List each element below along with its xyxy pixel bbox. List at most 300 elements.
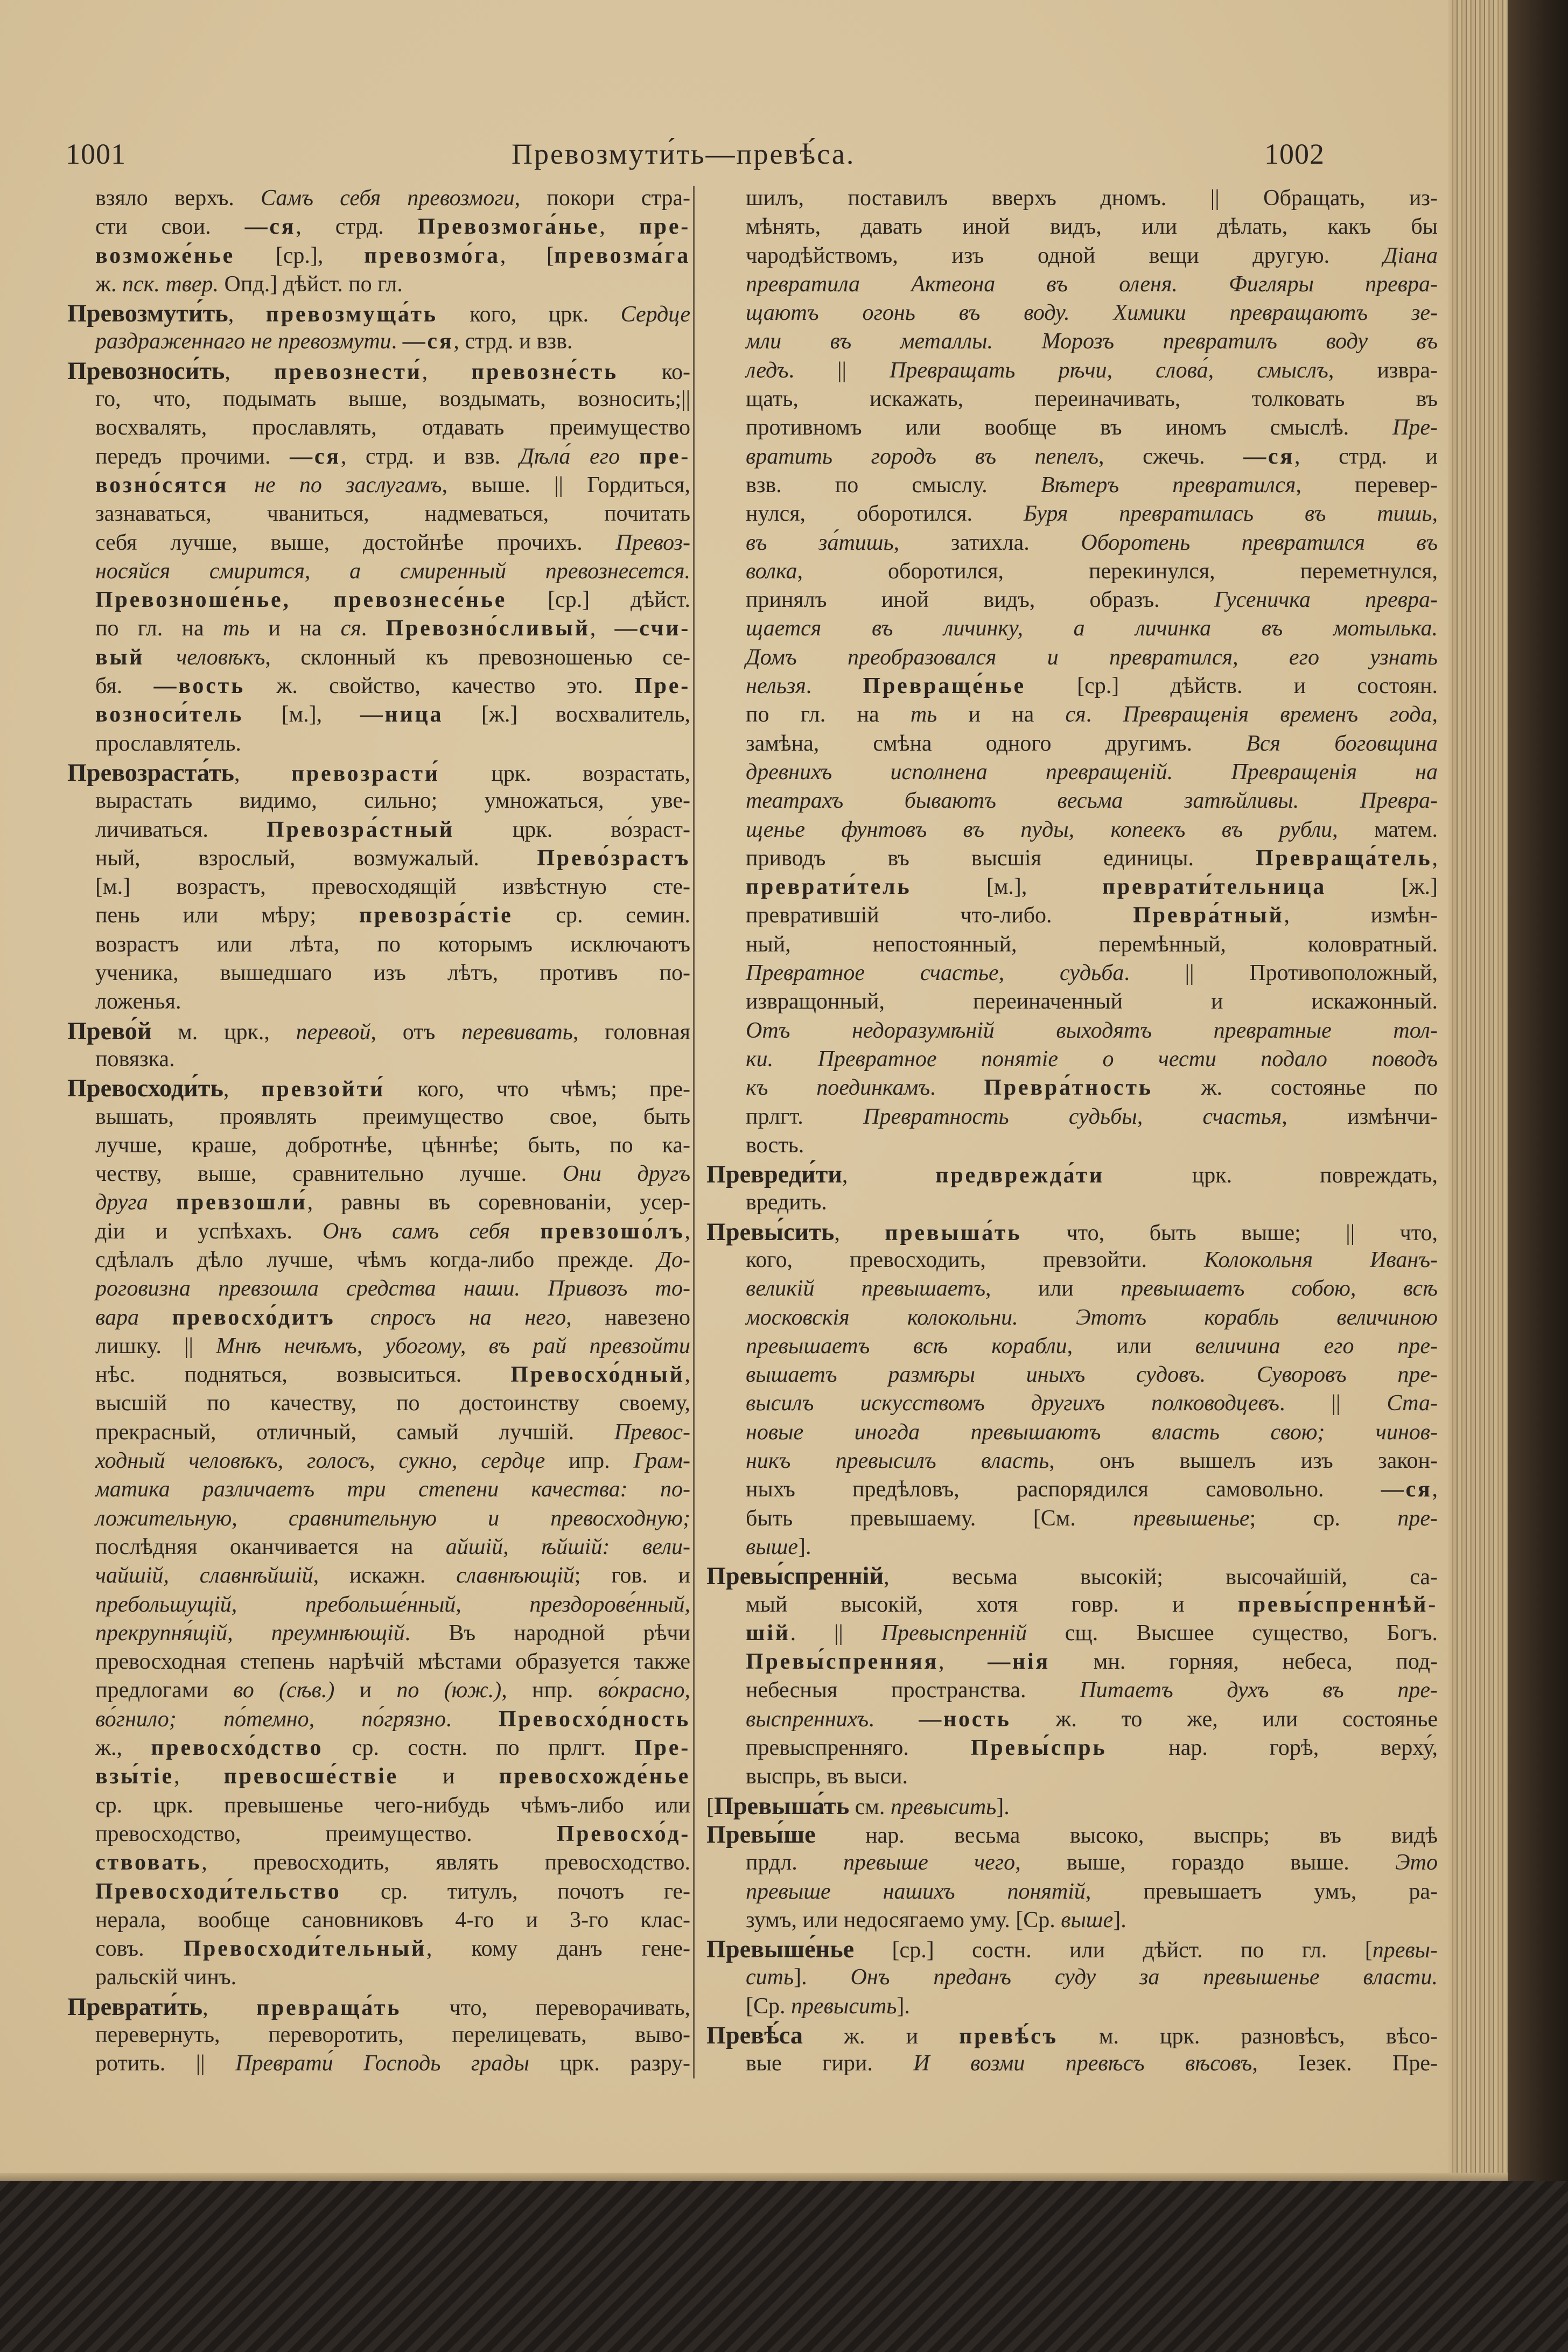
text: сдѣлалъ дѣло лучше, чѣмъ когда-либо прежде. (95, 1247, 657, 1272)
text-line (67, 1533, 690, 1562)
text: ко- (618, 359, 690, 384)
italic-example: Гусеничка превра- (1214, 587, 1438, 613)
text: ; ср. (1249, 1506, 1398, 1531)
text: прекрасный, отличный, самый лучшій. (95, 1419, 614, 1445)
headword: Прево́й (67, 1017, 152, 1045)
text-line (67, 1734, 690, 1762)
text: извращонный, переиначенный и искажонный. (746, 989, 1438, 1014)
text: мѣнять, давать иной видъ, или дѣлать, какъ бы (746, 214, 1438, 240)
bold-form: Пре- (634, 674, 690, 699)
italic-example: друга (95, 1190, 176, 1215)
text-line (67, 1906, 690, 1935)
italic-example: древнихъ исполнена превращеній. Превращенія на (746, 759, 1438, 785)
text: передъ прочими. (95, 444, 290, 469)
text-line (706, 1332, 1438, 1361)
italic-example: нельзя (746, 674, 806, 699)
text-line (706, 643, 1438, 672)
text: . Въ народной рѣчи (404, 1620, 690, 1646)
italic-example: вара (95, 1305, 172, 1330)
entry-start-line (67, 1992, 690, 2021)
text: м. црк., (151, 1019, 296, 1045)
text: ]. (996, 1794, 1010, 1819)
running-header (0, 137, 1448, 175)
bold-form: превосхо́дитъ (172, 1305, 370, 1330)
text: , (225, 359, 274, 384)
italic-example: славнѣющій (456, 1563, 575, 1588)
text: превосходная степень нарѣчій мѣстами образуется также (95, 1649, 690, 1675)
italic-example: ложительную, сравнительную и превосходную; (95, 1506, 690, 1531)
text: , затихла. (893, 530, 1081, 555)
text-line (67, 1103, 690, 1131)
italic-example: Превратное счастье, судьба (746, 961, 1124, 986)
page-number-right: 1002 (1264, 138, 1325, 170)
text: нѣс. подняться, возвыситься. (95, 1362, 511, 1388)
text: ротить. || (95, 2051, 236, 2076)
running-title: Превозмути́ть—превѣ́са. (512, 138, 856, 170)
italic-example: перевой (296, 1019, 371, 1045)
bold-form: Превра́тность (984, 1075, 1153, 1101)
text: црк. повреждать, (1104, 1163, 1438, 1188)
text-line (67, 1820, 690, 1849)
text: , (1432, 1477, 1438, 1502)
italic-example: превы- (1372, 1938, 1438, 1963)
text: ]. (1113, 1907, 1126, 1933)
text: себя лучше, выше, достойнѣе прочихъ. (95, 530, 616, 555)
bold-form: пре- (639, 444, 691, 469)
italic-example: пребольшущій, пребольше́нный, прездорове́нный, (95, 1592, 690, 1617)
text: . || Противоположный, (1124, 961, 1438, 986)
text: . (445, 1706, 499, 1732)
italic-example: вратить городъ въ пепелъ (746, 444, 1099, 469)
text: , извра- (1328, 358, 1438, 383)
text-line (67, 701, 690, 729)
text: совъ. (95, 1936, 184, 1962)
italic-example: мли въ металлы. Морозъ превратилъ воду въ (746, 329, 1438, 354)
italic-example: выше (746, 1534, 799, 1559)
text: црк. возрастать, (439, 761, 691, 786)
bold-form: превосше́ствіе (223, 1764, 398, 1789)
text: ]. (794, 1965, 851, 1990)
text: повязка. (95, 1046, 175, 1072)
text-line (706, 1676, 1438, 1705)
text-line (67, 1648, 690, 1676)
text: , или (985, 1276, 1121, 1301)
italic-example: Питаетъ духъ въ пре- (1080, 1678, 1438, 1703)
text-line (706, 1045, 1438, 1074)
italic-example: во́гнило; по́темно, по́грязно (95, 1706, 446, 1732)
text-line (706, 901, 1438, 930)
italic-example: пск. твер. (122, 271, 219, 297)
text: Опд.] дѣйст. по гл. (219, 271, 403, 297)
text-line (706, 500, 1438, 528)
text-line (706, 1734, 1438, 1762)
italic-example: высилъ искусствомъ другихъ полководцевъ (746, 1391, 1279, 1416)
italic-example: во́красно, (598, 1678, 690, 1703)
text-line (706, 1648, 1438, 1676)
text-line (67, 988, 690, 1016)
text: восхвалять, прославлять, отдавать преимущество (95, 415, 690, 440)
bold-form: —вость (153, 674, 246, 699)
text: принялъ иной видъ, образъ. (746, 587, 1214, 613)
italic-example: превышаетъ всѣ корабли (746, 1333, 1067, 1359)
text: взяло верхъ. (95, 186, 261, 211)
headword: Превыше́нье (706, 1935, 855, 1963)
italic-example: айшій, ѣйшій: вели- (445, 1534, 691, 1559)
italic-example: Буря превратилась въ тишь, (1023, 501, 1438, 527)
italic-example: спросъ на него (370, 1305, 566, 1330)
bold-form: —ся (244, 214, 296, 240)
italic-example: И возми превѣсъ вѣсовъ (913, 2051, 1252, 2076)
text: , (590, 616, 615, 641)
text-line (706, 299, 1438, 327)
text: что, быть выше; || что, (1021, 1220, 1438, 1245)
text-line (706, 529, 1438, 557)
text: , онъ вышелъ изъ закон- (1049, 1448, 1438, 1474)
text: мн. горняя, небеса, под- (1049, 1649, 1438, 1675)
text: , или (1067, 1333, 1195, 1359)
text-line (67, 614, 690, 643)
text: ж., (95, 1735, 151, 1761)
bold-form: —ность (919, 1706, 1011, 1732)
text-line (67, 1762, 690, 1791)
italic-example: Это (1395, 1850, 1438, 1875)
bold-form: Пре- (634, 1735, 690, 1761)
italic-example: ся (340, 616, 361, 641)
text: , нпр. (501, 1678, 598, 1703)
text: [м.] возрастъ, превосходящій извѣстную сте- (95, 874, 690, 900)
text: [ж.] (1326, 874, 1438, 900)
text-line (67, 672, 690, 701)
italic-example: во (сѣв.) (233, 1678, 335, 1703)
text-line (706, 586, 1438, 614)
text: ж. и (802, 2024, 960, 2049)
italic-example: роговизна превзошла средства наши. Привозъ то- (95, 1276, 690, 1301)
bold-form: взы́тіе (95, 1764, 174, 1789)
text: превыспренняго. (746, 1735, 971, 1761)
text: что, переворачивать, (401, 1995, 690, 2020)
bold-form: Превосходи́тельный (183, 1936, 426, 1962)
italic-example: по (юж.) (396, 1678, 502, 1703)
text-line (67, 2049, 690, 2078)
text-line (67, 901, 690, 930)
text: см. (849, 1794, 891, 1819)
text: м. црк. разновѣсъ, вѣсо- (1058, 2024, 1438, 2049)
text: противномъ или вообще въ иномъ смыслѣ. (746, 415, 1393, 440)
text: , превосходить, являть превосходство. (201, 1850, 690, 1875)
text-line (67, 787, 690, 815)
text-line (706, 1389, 1438, 1418)
text: , весьма высокій; высочайшій, са- (884, 1565, 1438, 1590)
text: ныхъ предѣловъ, распорядился самовольно. (746, 1477, 1381, 1502)
headword: Превреди́ти (706, 1160, 842, 1188)
text-line (706, 930, 1438, 959)
bold-form: шій (746, 1620, 790, 1646)
text: лишку. || (95, 1333, 216, 1359)
italic-example: Мнѣ нечѣмъ, убогому, въ рай превзойти (216, 1333, 690, 1359)
text: , сжечь. (1098, 444, 1244, 469)
italic-example: человѣкъ (176, 645, 265, 670)
text-line (67, 1389, 690, 1418)
text: , (223, 1077, 262, 1102)
text: по гл. на (746, 702, 911, 727)
italic-example: волка (746, 558, 797, 584)
text-line (67, 1619, 690, 1648)
italic-example: матика различаетъ три степени качества: по- (95, 1477, 690, 1502)
text-line (706, 1591, 1438, 1619)
text: , превышаетъ умъ, ра- (1085, 1879, 1438, 1904)
text: [м.], (911, 874, 1102, 900)
text: небесныя пространства. (746, 1678, 1080, 1703)
text-line (67, 2021, 690, 2049)
headword: Превосходи́ть (67, 1074, 223, 1102)
text-line (67, 1791, 690, 1820)
italic-example: ледъ (746, 358, 789, 383)
text-line (67, 844, 690, 873)
italic-example: никъ превысилъ власть (746, 1448, 1049, 1474)
text-line (706, 471, 1438, 500)
text-line (706, 557, 1438, 586)
entry-start-line (67, 758, 690, 787)
text-line (67, 1188, 690, 1217)
text: , кому данъ гене- (426, 1936, 690, 1962)
text: , [ (500, 243, 554, 268)
italic-example: ки. Превратное понятіе о чести подало поводъ (746, 1046, 1438, 1072)
text: . (806, 674, 863, 699)
text: возрастъ или лѣта, по которымъ исключаютъ (95, 932, 690, 957)
dark-backdrop (0, 2181, 1568, 2352)
text: выспрь, въ выси. (746, 1764, 908, 1789)
text: , покори стра- (514, 186, 690, 211)
text: личиваться. (95, 817, 267, 842)
text: ложенья. (95, 989, 181, 1014)
entry-start-line (67, 1017, 690, 1045)
text-line (706, 270, 1438, 299)
italic-example: щенье фунтовъ въ пуды, копеекъ въ рубли (746, 817, 1333, 842)
italic-example: Онъ преданъ суду за превышенье власти. (850, 1965, 1438, 1990)
headword: Превозноси́ть (67, 356, 225, 384)
bold-form: Превозмога́нье (417, 214, 600, 240)
italic-example: Превратность судьбы, счастья (863, 1104, 1282, 1129)
text: приводъ въ высшія единицы. (746, 845, 1256, 871)
text-line (67, 1418, 690, 1447)
italic-example: превысить (890, 1794, 997, 1819)
headword: Преврати́ть (67, 1992, 203, 2020)
italic-example: не по заслугамъ (254, 472, 442, 498)
bold-form: превыша́ть (885, 1220, 1022, 1245)
text: , (684, 1219, 690, 1244)
text: , отъ (370, 1019, 462, 1045)
bold-form: Превозно́сливый (386, 616, 590, 641)
text-line (706, 672, 1438, 701)
bold-form: Превы́спренняя (746, 1649, 939, 1675)
text-line (67, 1131, 690, 1160)
bold-form: —ся (1243, 444, 1294, 469)
text: , (938, 1649, 988, 1675)
text: прдл. (746, 1850, 844, 1875)
italic-example: Пре- (1392, 415, 1438, 440)
text: [ (706, 1794, 714, 1819)
text-line (67, 327, 690, 356)
text-line (706, 1017, 1438, 1045)
bold-form: Превосхо́дность (498, 1706, 690, 1732)
entry-start-line (67, 1074, 690, 1102)
text: , Іезек. Пре- (1252, 2051, 1438, 2076)
text: ср. семин. (513, 903, 691, 928)
italic-example: ходный человѣкъ, голосъ, сукно, сердце (95, 1448, 545, 1474)
text-line (67, 1849, 690, 1877)
text: , искажн. (313, 1563, 457, 1588)
text-line (706, 873, 1438, 901)
text-line (706, 1361, 1438, 1389)
text: ный, непостоянный, перемѣнный, коловратный. (746, 932, 1438, 957)
text: ; гов. и (574, 1563, 690, 1588)
text: сщ. Высшее существо, Богъ. (1026, 1620, 1438, 1646)
bold-form: превозмо́га (363, 243, 500, 268)
italic-example: Превращать рѣчи, слова́, смыслъ (890, 358, 1328, 383)
text: и на (937, 702, 1066, 727)
text: перевернуть, переворотить, перелицевать, выво- (95, 2022, 690, 2047)
italic-example: сить (746, 1965, 794, 1990)
bold-form: вый (95, 645, 177, 670)
bold-form: возноси́тель (95, 702, 243, 727)
text-line (706, 614, 1438, 643)
text-line (706, 701, 1438, 729)
text: шилъ, поставилъ вверхъ дномъ. || Обращать, из- (746, 186, 1438, 211)
text: . (1086, 702, 1123, 727)
entry-start-line (706, 1217, 1438, 1246)
text-line (706, 2049, 1438, 2078)
text-line (706, 988, 1438, 1016)
italic-example: театрахъ бываютъ весьма затѣйливы. Превра- (746, 788, 1438, 814)
text: , (234, 761, 291, 786)
italic-example: ся (1065, 702, 1086, 727)
text: , (684, 1362, 690, 1388)
text: вые гири. (746, 2051, 914, 2076)
italic-example: Превос- (614, 1419, 690, 1445)
italic-example: къ поединкамъ (746, 1075, 930, 1101)
text-line (706, 959, 1438, 988)
text-line (706, 1275, 1438, 1303)
text: ср. титулъ, почотъ ге- (341, 1879, 690, 1904)
text: го, что, подымать выше, воздымать, возносить;|| (95, 387, 690, 412)
text: . (930, 1075, 984, 1101)
text-line (706, 1475, 1438, 1504)
text: , головная (572, 1019, 690, 1045)
text: , стрд. (296, 214, 418, 240)
italic-example: раздраженнаго не превозмути (95, 329, 391, 354)
text: [Ср. (746, 1993, 791, 2019)
text: . || (1279, 1391, 1387, 1416)
column-divider (693, 186, 695, 2078)
text: , измѣнчи- (1282, 1104, 1438, 1129)
text: ж. то же, или состоянье (1011, 1706, 1438, 1732)
bold-form: превосхожде́нье (499, 1764, 690, 1789)
bold-form: возможе́нье (95, 243, 235, 268)
italic-example: Превоз- (615, 530, 690, 555)
text: . (869, 1706, 919, 1732)
italic-example: Колокольня Иванъ- (1204, 1247, 1438, 1272)
text-line (706, 1131, 1438, 1160)
bold-form: превозмуща́ть (265, 302, 438, 327)
italic-example: превыше нашихъ понятій (746, 1879, 1086, 1904)
italic-example: щается въ личинку, а личинка въ мотылька. (746, 616, 1438, 641)
text: нар. горѣ, верху́, (1107, 1735, 1438, 1761)
text: , измѣн- (1284, 903, 1438, 928)
text-line (67, 873, 690, 901)
text: , стрд. и взв. (453, 329, 573, 354)
text-line (706, 1878, 1438, 1906)
bold-form: превозма́га (554, 243, 690, 268)
bold-form: Прево́зрастъ (537, 845, 690, 871)
text: , (228, 302, 266, 327)
text-line (67, 1963, 690, 1992)
text-line (706, 1963, 1438, 1992)
text-line (67, 1504, 690, 1533)
bold-form: Превы́спрь (970, 1735, 1107, 1761)
text: вость. (746, 1132, 804, 1158)
bold-form: превзойти́ (261, 1077, 386, 1102)
text-line (706, 730, 1438, 758)
text-line (67, 414, 690, 442)
text: [ср.] дѣйств. и состоян. (1025, 674, 1438, 699)
bold-form: превосхо́дство (151, 1735, 324, 1761)
italic-example: величина его пре- (1195, 1333, 1438, 1359)
text: прославлятель. (95, 731, 241, 756)
bold-form: преврати́тель (746, 874, 912, 900)
text-line (67, 184, 690, 213)
italic-example: пре- (1397, 1506, 1438, 1531)
italic-example: Преврати́ Господь грады (235, 2051, 529, 2076)
text-line (67, 586, 690, 614)
italic-example: Они другъ (562, 1161, 691, 1187)
text-line (67, 1475, 690, 1504)
text-line (706, 327, 1438, 356)
bold-form: превознести́ (274, 359, 422, 384)
italic-example: Самъ себя превозмоги (261, 186, 515, 211)
text-line (67, 1676, 690, 1705)
entry-start-line (706, 2021, 1438, 2049)
italic-example: ть (910, 702, 937, 727)
text: и (398, 1764, 499, 1789)
text-line (67, 557, 690, 586)
text-line (706, 844, 1438, 873)
text-line (67, 959, 690, 988)
text: бя. (95, 674, 154, 699)
text-line (67, 730, 690, 758)
bold-form: Превосхо́д- (556, 1821, 690, 1846)
text: зазнаваться, чваниться, надмеваться, почитать (95, 501, 690, 527)
text: діи и успѣхахъ. (95, 1219, 323, 1244)
text-line (67, 1361, 690, 1389)
text: превратившій что-либо. (746, 903, 1133, 928)
text-line (67, 385, 690, 414)
italic-example: прекрупня́щій, преумнѣющій (95, 1620, 405, 1646)
bold-form: превозне́сть (471, 359, 618, 384)
text-line (706, 1619, 1438, 1648)
text: црк. разру- (529, 2051, 691, 2076)
bold-form: превзошли́ (176, 1190, 307, 1215)
text: [м.], (243, 702, 360, 727)
text-line (706, 1246, 1438, 1275)
text: ж. (95, 271, 123, 297)
italic-example: московскія колокольни. Этотъ корабль величиною (746, 1305, 1438, 1330)
italic-example: перевивать (461, 1019, 573, 1045)
bold-form: пре- (639, 214, 691, 240)
italic-example: ть (222, 616, 250, 641)
text: превосходство, преимущество. (95, 1821, 557, 1846)
italic-example: носяйся смирится, а смиренный превознесется. (95, 558, 690, 584)
bold-form: превы́спреннѣй- (1237, 1592, 1438, 1617)
